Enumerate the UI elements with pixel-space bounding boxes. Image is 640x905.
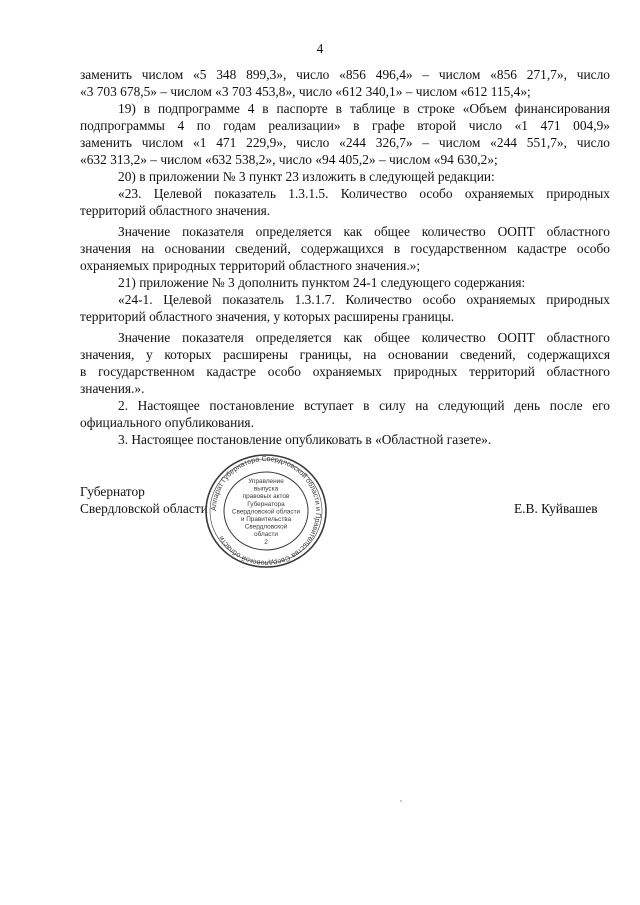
text-line: территорий областного значения, у которых расширены границы. — [80, 309, 455, 324]
text-line: Значение показателя определяется как общее количество ООПТ областного — [118, 224, 610, 239]
text-line: «3 703 678,5» – числом «3 703 453,8», число «612 340,1» – числом «612 115,4»; — [80, 84, 531, 99]
text-line: подпрограммы 4 по годам реализации» в графе второй число «1 471 004,9» — [80, 118, 610, 133]
seal-center-line: правовых актов — [242, 493, 290, 501]
text-line: заменить числом «1 471 229,9», число «244 326,7» – числом «244 551,7», число — [80, 135, 610, 150]
text-line: в государственном кадастре особо охраняемых природных территорий областного — [80, 364, 610, 379]
seal-center-text — [232, 478, 301, 546]
text-line: 21) приложение № 3 дополнить пунктом 24-1 следующего содержания: — [118, 275, 526, 290]
seal-center-line: 2 — [264, 538, 268, 546]
signature-title-line: Свердловской области — [80, 501, 208, 516]
text-line: «23. Целевой показатель 1.3.1.5. Количество особо охраняемых природных — [118, 186, 610, 201]
text-line: «632 313,2» – числом «632 538,2», число «94 405,2» – числом «94 630,2»; — [80, 152, 498, 167]
text-line: охраняемых природных территорий областного значения.»; — [80, 258, 421, 273]
page-number: 4 — [316, 41, 324, 56]
text-line: 20) в приложении № 3 пункт 23 изложить в следующей редакции: — [118, 169, 495, 184]
text-line: 3. Настоящее постановление опубликовать в «Областной газете». — [118, 432, 492, 447]
seal-center-line: области — [254, 531, 278, 539]
seal-center-line: и Правительства — [240, 516, 292, 523]
text-line: «24-1. Целевой показатель 1.3.1.7. Количество особо охраняемых природных — [118, 292, 610, 307]
seal-center-line: Свердловской области — [231, 508, 301, 516]
official-seal — [203, 452, 329, 570]
seal-graphic — [203, 452, 329, 570]
signature-name: Е.В. Куйвашев — [514, 501, 598, 516]
text-line: территорий областного значения. — [80, 203, 271, 218]
text-line: значения, у которых расширены границы, на основании сведений, содержащихся — [80, 347, 610, 362]
text-line: официального опубликования. — [80, 415, 254, 430]
signature-title-line: Губернатор — [80, 484, 145, 499]
text-line: Значение показателя определяется как общее количество ООПТ областного — [118, 330, 610, 345]
text-line: 2. Настоящее постановление вступает в силу на следующий день после его — [118, 398, 610, 413]
seal-center-line: Свердловской — [244, 523, 288, 531]
seal-center-line: выпуска — [253, 485, 279, 493]
text-line: значения.». — [80, 381, 145, 396]
text-line: заменить числом «5 348 899,3», число «856 496,4» – числом «856 271,7», число — [80, 67, 610, 82]
seal-ring-text: Аппарат Губернатора Свердловской области и Правительства Свердловской области — [208, 453, 324, 569]
text-line: значения на основании сведений, содержащихся в государственном кадастре особо — [80, 241, 610, 256]
signature-title — [80, 483, 208, 517]
document-body — [80, 66, 610, 448]
seal-center-line: Управление — [248, 478, 284, 485]
scan-speck — [400, 800, 402, 802]
seal-center-line: Губернатора — [247, 500, 285, 508]
text-line: 19) в подпрограмме 4 в паспорте в таблице в строке «Объем финансирования — [118, 101, 610, 116]
